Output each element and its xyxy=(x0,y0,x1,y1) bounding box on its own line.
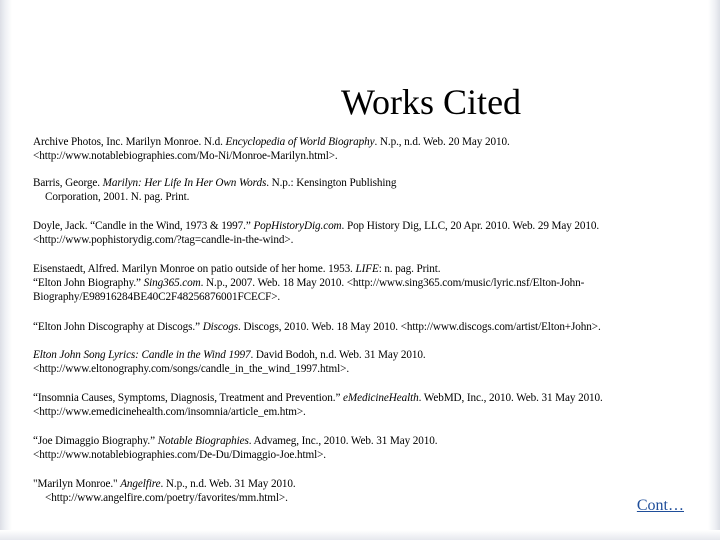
citation-line: “Elton John Discography at Discogs.” Discogs. Discogs, 2010. Web. 18 May 2010. <http://www.discogs.com/artist/Elton+John>. xyxy=(33,321,601,333)
citation-line: Eisenstaedt, Alfred. Marilyn Monroe on patio outside of her home. 1953. LIFE: n. pag. Print. xyxy=(33,263,441,275)
citation-line: “Insomnia Causes, Symptoms, Diagnosis, Treatment and Prevention.” eMedicineHealth. WebMD, Inc., 2010. Web. 31 May 2010. xyxy=(33,392,603,404)
citation-url: <http://www.emedicinehealth.com/insomnia/article_em.htm>. xyxy=(33,406,306,418)
citation-entry-eltonography xyxy=(33,348,673,376)
citation-source-title: Encyclopedia of World Biography xyxy=(225,136,375,148)
citation-source-title: Sing365.com xyxy=(143,277,201,289)
citation-line: “Elton John Biography.” Sing365.com. N.p., 2007. Web. 18 May 2010. <http://www.sing365.com/music/lyric.nsf/Elton-John- xyxy=(33,277,585,289)
citation-line: Barris, George. Marilyn: Her Life In Her Own Words. N.p.: Kensington Publishing xyxy=(33,177,397,189)
citation-url: <http://www.pophistorydig.com/?tag=candle-in-the-wind>. xyxy=(33,234,294,246)
citation-line: Doyle, Jack. “Candle in the Wind, 1973 & 1997.” PopHistoryDig.com. Pop History Dig, LLC, 20 Apr. 2010. Web. 29 May 2010. xyxy=(33,220,600,232)
continue-link[interactable]: Cont… xyxy=(636,497,684,514)
citation-url: Biography/E98916284BE40C2F48256876001FCECF>. xyxy=(33,291,281,303)
page-title: Works Cited xyxy=(340,82,522,122)
citation-line: Elton John Song Lyrics: Candle in the Wind 1997. David Bodoh, n.d. Web. 31 May 2010. xyxy=(33,349,426,361)
citation-source-title: Discogs xyxy=(202,321,239,333)
citation-line: Archive Photos, Inc. Marilyn Monroe. N.d. Encyclopedia of World Biography. N.p., n.d. Web. 20 May 2010. xyxy=(33,136,510,148)
citation-entry-eisenstaedt xyxy=(33,262,673,304)
citation-line: "Marilyn Monroe." Angelfire. N.p., n.d. Web. 31 May 2010. xyxy=(33,478,296,490)
citation-line: “Joe Dimaggio Biography.” Notable Biographies. Advameg, Inc., 2010. Web. 31 May 2010. xyxy=(33,435,438,447)
citation-url: <http://www.notablebiographies.com/De-Du/Dimaggio-Joe.html>. xyxy=(33,449,326,461)
citation-source-title: Angelfire xyxy=(120,478,161,490)
citation-entry-notable-biographies xyxy=(33,434,673,462)
citation-source-title: LIFE xyxy=(355,263,379,275)
citation-url: <http://www.angelfire.com/poetry/favorites/mm.html>. xyxy=(45,492,288,504)
citation-entry-barris xyxy=(33,176,673,204)
citation-entry-doyle xyxy=(33,219,673,247)
citation-line: Corporation, 2001. N. pag. Print. xyxy=(45,191,190,203)
citation-source-title: Notable Biographies xyxy=(157,435,249,447)
citation-source-title: Marilyn: Her Life In Her Own Words xyxy=(102,177,267,189)
citation-source-title: Elton John Song Lyrics: Candle in the Wind 1997 xyxy=(33,349,251,361)
citation-source-title: PopHistoryDig.com xyxy=(253,220,342,232)
citation-url: <http://www.eltonography.com/songs/candle_in_the_wind_1997.html>. xyxy=(33,363,350,375)
citation-entry-discogs xyxy=(33,320,673,334)
citation-source-title: eMedicineHealth xyxy=(343,392,419,404)
citation-entry-emedicinehealth xyxy=(33,391,673,419)
citation-entry-archive-photos xyxy=(33,135,673,163)
citation-entry-angelfire xyxy=(33,477,673,505)
citation-url: <http://www.notablebiographies.com/Mo-Ni/Monroe-Marilyn.html>. xyxy=(33,150,338,162)
